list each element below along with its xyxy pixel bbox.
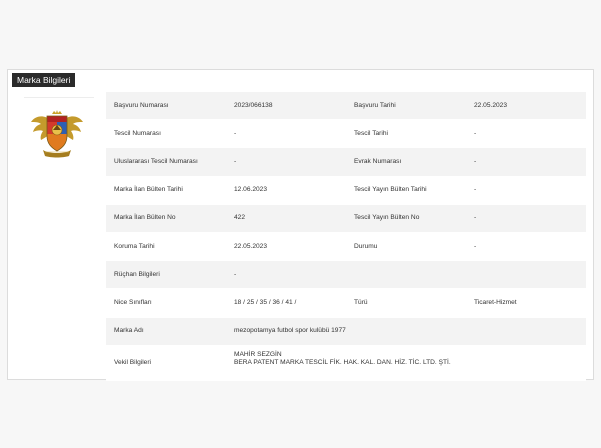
empty-cell — [466, 261, 586, 289]
nice-classes-label: Nice Sınıfları — [106, 289, 226, 317]
bulletin-date-label: Marka İlan Bülten Tarihi — [106, 176, 226, 204]
trademark-name-value: mezopotamya futbol spor kulübü 1977 — [226, 317, 586, 345]
bulletin-number-label: Marka İlan Bülten No — [106, 204, 226, 232]
priority-info-label: Rüçhan Bilgileri — [106, 261, 226, 289]
coat-of-arms-icon — [29, 110, 85, 158]
table-row — [106, 176, 586, 204]
trademark-details-table — [106, 91, 586, 381]
table-row — [106, 120, 586, 148]
bulletin-date-value: 12.06.2023 — [226, 176, 346, 204]
document-number-value: - — [466, 148, 586, 176]
registration-date-label: Tescil Tarihi — [346, 120, 466, 148]
agent-name: MAHİR SEZGİN — [234, 350, 282, 358]
table-row — [106, 317, 586, 345]
table-row — [106, 92, 586, 120]
table-row — [106, 345, 586, 381]
table-row — [106, 148, 586, 176]
registration-bulletin-date-value: - — [466, 176, 586, 204]
table-row — [106, 232, 586, 260]
protection-date-label: Koruma Tarihi — [106, 232, 226, 260]
agent-info-value — [226, 345, 586, 381]
table-row — [106, 261, 586, 289]
application-date-value: 22.05.2023 — [466, 92, 586, 120]
nice-classes-value: 18 / 25 / 35 / 36 / 41 / — [226, 289, 346, 317]
type-value: Ticaret-Hizmet — [466, 289, 586, 317]
logo-divider — [24, 97, 94, 98]
application-number-label: Başvuru Numarası — [106, 92, 226, 120]
registration-date-value: - — [466, 120, 586, 148]
agent-info-label: Vekil Bilgileri — [106, 345, 226, 381]
registration-bulletin-number-value: - — [466, 204, 586, 232]
registration-bulletin-number-label: Tescil Yayın Bülten No — [346, 204, 466, 232]
application-number-value: 2023/066138 — [226, 92, 346, 120]
application-date-label: Başvuru Tarihi — [346, 92, 466, 120]
empty-cell — [346, 261, 466, 289]
section-title: Marka Bilgileri — [12, 73, 75, 87]
priority-info-value: - — [226, 261, 346, 289]
registration-number-label: Tescil Numarası — [106, 120, 226, 148]
registration-number-value: - — [226, 120, 346, 148]
table-row — [106, 204, 586, 232]
status-value: - — [466, 232, 586, 260]
type-label: Türü — [346, 289, 466, 317]
bulletin-number-value: 422 — [226, 204, 346, 232]
agent-company: BERA PATENT MARKA TESCİL FİK. HAK. KAL. DAN. HİZ. TİC. LTD. ŞTİ. — [234, 358, 451, 366]
trademark-name-label: Marka Adı — [106, 317, 226, 345]
protection-date-value: 22.05.2023 — [226, 232, 346, 260]
document-number-label: Evrak Numarası — [346, 148, 466, 176]
table-row — [106, 289, 586, 317]
status-label: Durumu — [346, 232, 466, 260]
registration-bulletin-date-label: Tescil Yayın Bülten Tarihi — [346, 176, 466, 204]
intl-registration-number-label: Uluslararası Tescil Numarası — [106, 148, 226, 176]
intl-registration-number-value: - — [226, 148, 346, 176]
